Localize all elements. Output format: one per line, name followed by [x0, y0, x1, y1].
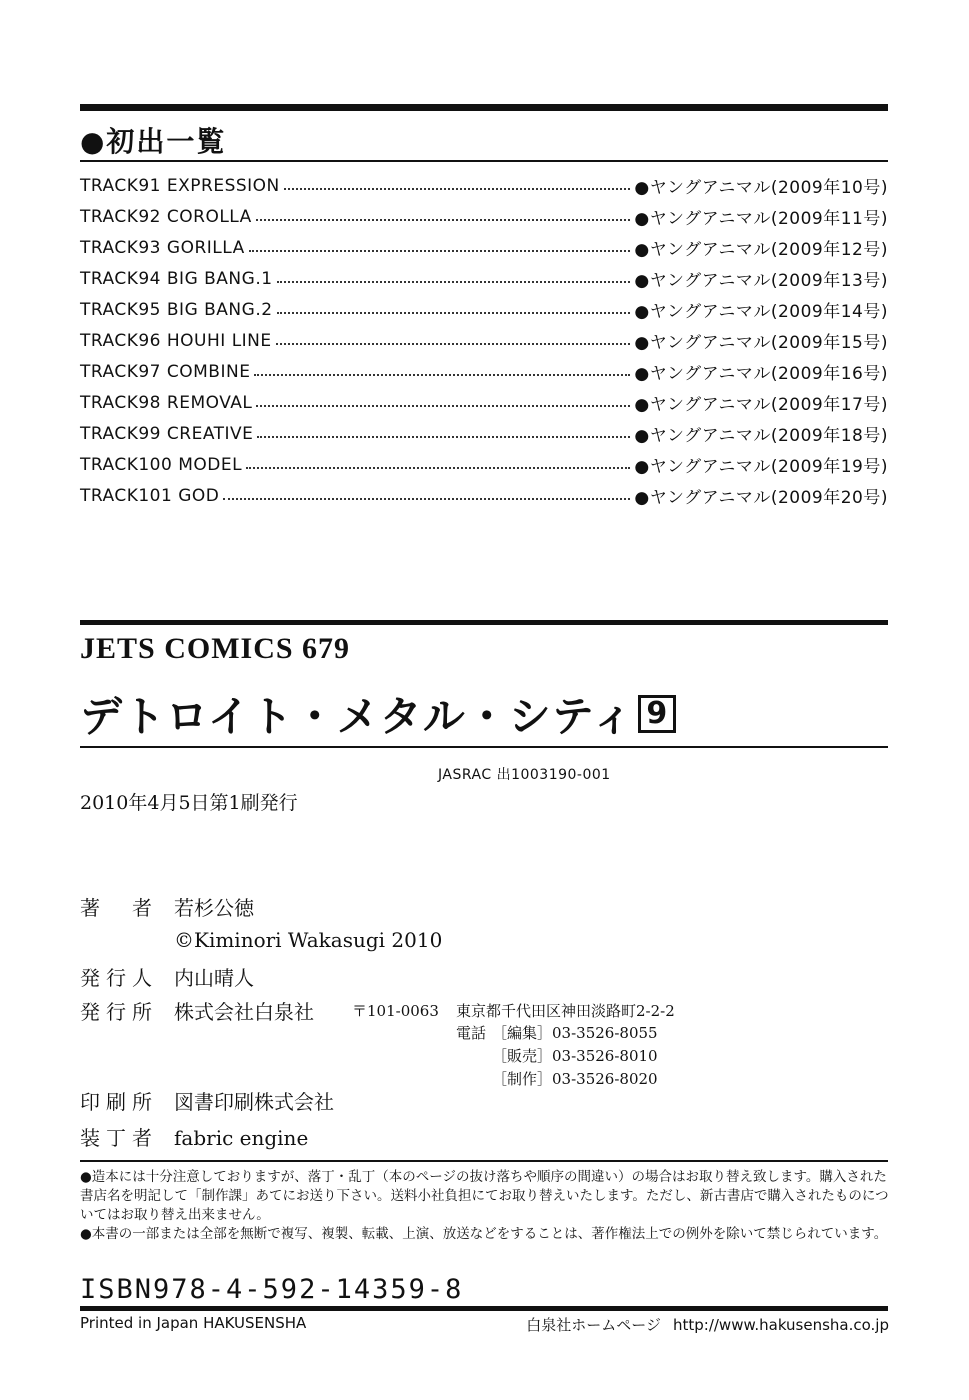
track-publication: ●ヤングアニマル(2009年12号): [634, 240, 888, 260]
volume-number: 9: [638, 695, 676, 733]
book-title-text: デトロイト・メタル・シティ: [80, 692, 635, 741]
issuer-label: 発行人: [80, 966, 158, 990]
notes-block: [80, 1168, 892, 1244]
track-publication: ●ヤングアニマル(2009年17号): [634, 395, 888, 415]
publisher-address: 東京都千代田区神田淡路町2-2-2: [456, 1002, 675, 1020]
publisher-label: 発行所: [80, 1000, 158, 1024]
leader-dots: [276, 343, 631, 345]
phone-sales: ［販売］03-3526-8010: [492, 1047, 658, 1065]
phone-production: ［制作］03-3526-8020: [492, 1070, 658, 1088]
designer-label: 装丁者: [80, 1126, 158, 1150]
track-title: TRACK92 COROLLA: [80, 206, 252, 227]
leader-dots: [284, 188, 631, 190]
track-row: [80, 201, 888, 232]
leader-dots: [223, 498, 630, 500]
leader-dots: [254, 374, 630, 376]
track-list: [80, 170, 888, 511]
track-publication: ●ヤングアニマル(2009年11号): [634, 209, 888, 229]
publisher-name: 株式会社白泉社: [174, 1000, 314, 1024]
track-row: [80, 418, 888, 449]
track-publication: ●ヤングアニマル(2009年15号): [634, 333, 888, 353]
heading-underline: [80, 160, 888, 162]
issuer-name: 内山晴人: [174, 966, 254, 990]
designer-name: fabric engine: [174, 1126, 309, 1150]
track-title: TRACK91 EXPRESSION: [80, 175, 280, 196]
track-publication: ●ヤングアニマル(2009年20号): [634, 488, 888, 508]
track-publication: ●ヤングアニマル(2009年14号): [634, 302, 888, 322]
printer-row: [80, 1086, 334, 1115]
track-title: TRACK93 GORILLA: [80, 237, 245, 258]
track-row: [80, 170, 888, 201]
track-title: TRACK94 BIG BANG.1: [80, 268, 273, 289]
track-row: [80, 294, 888, 325]
track-row: [80, 232, 888, 263]
top-rule-thick: [80, 104, 888, 111]
publisher-row: [80, 996, 314, 1025]
track-title: TRACK101 GOD: [80, 485, 220, 506]
homepage-info: [514, 1314, 889, 1335]
copyright-line: ©Kiminori Wakasugi 2010: [174, 928, 443, 952]
first-appearance-heading: ●初出一覧: [80, 125, 227, 158]
leader-dots: [277, 281, 631, 283]
track-title: TRACK99 CREATIVE: [80, 423, 254, 444]
book-title: [80, 684, 676, 744]
note-replacement: ●造本には十分注意しておりますが、落丁・乱丁（本のページの抜け落ちや順序の間違い）の場合はお取り替え致します。購入された書店名を明記して「制作課」あてにお送り下さい。送料小社負担にてお取り替えいたします。ただし、新古書店で購入されたものについてはお取り替え出来ません。: [80, 1169, 889, 1223]
track-title: TRACK95 BIG BANG.2: [80, 299, 273, 320]
leader-dots: [257, 436, 630, 438]
track-publication: ●ヤングアニマル(2009年16号): [634, 364, 888, 384]
track-title: TRACK100 MODEL: [80, 454, 243, 475]
leader-dots: [256, 219, 631, 221]
printer-name: 図書印刷株式会社: [174, 1090, 334, 1114]
isbn: ISBN978-4-592-14359-8: [80, 1274, 464, 1305]
track-row: [80, 356, 888, 387]
homepage-url[interactable]: http://www.hakusensha.co.jp: [672, 1316, 889, 1334]
leader-dots: [256, 405, 630, 407]
homepage-label: 白泉社ホームページ: [526, 1316, 661, 1334]
printer-label: 印刷所: [80, 1090, 158, 1114]
track-row: [80, 449, 888, 480]
track-publication: ●ヤングアニマル(2009年18号): [634, 426, 888, 446]
printed-in-japan: Printed in Japan HAKUSENSHA: [80, 1314, 307, 1332]
leader-dots: [249, 250, 631, 252]
track-title: TRACK98 REMOVAL: [80, 392, 253, 413]
track-row: [80, 387, 888, 418]
leader-dots: [246, 467, 630, 469]
author-label: 著 者: [80, 896, 158, 920]
track-row: [80, 480, 888, 511]
issuer-row: [80, 962, 254, 991]
track-title: TRACK96 HOUHI LINE: [80, 330, 272, 351]
series-label: JETS COMICS 679: [80, 632, 351, 665]
author-name: 若杉公徳: [174, 896, 254, 920]
track-row: [80, 325, 888, 356]
colophon-top-rule: [80, 620, 888, 625]
footer-rule: [80, 1306, 888, 1311]
note-copyright: ●本書の一部または全部を無断で複写、複製、転載、上演、放送などをすることは、著作権法上での例外を除いて禁じられています。: [80, 1226, 888, 1242]
designer-row: [80, 1122, 308, 1151]
leader-dots: [277, 312, 631, 314]
track-publication: ●ヤングアニマル(2009年13号): [634, 271, 888, 291]
jasrac-code: JASRAC 出1003190-001: [438, 767, 611, 783]
track-publication: ●ヤングアニマル(2009年19号): [634, 457, 888, 477]
author-row: [80, 892, 254, 921]
track-title: TRACK97 COMBINE: [80, 361, 251, 382]
title-underline: [80, 746, 888, 748]
postal-code: 〒101-0063: [352, 1002, 439, 1020]
track-row: [80, 263, 888, 294]
notes-top-rule: [80, 1160, 888, 1162]
issue-date: 2010年4月5日第1刷発行: [80, 792, 298, 814]
phone-edit: ［編集］03-3526-8055: [492, 1024, 658, 1042]
phone-label: 電話: [456, 1024, 487, 1042]
track-publication: ●ヤングアニマル(2009年10号): [634, 178, 888, 198]
